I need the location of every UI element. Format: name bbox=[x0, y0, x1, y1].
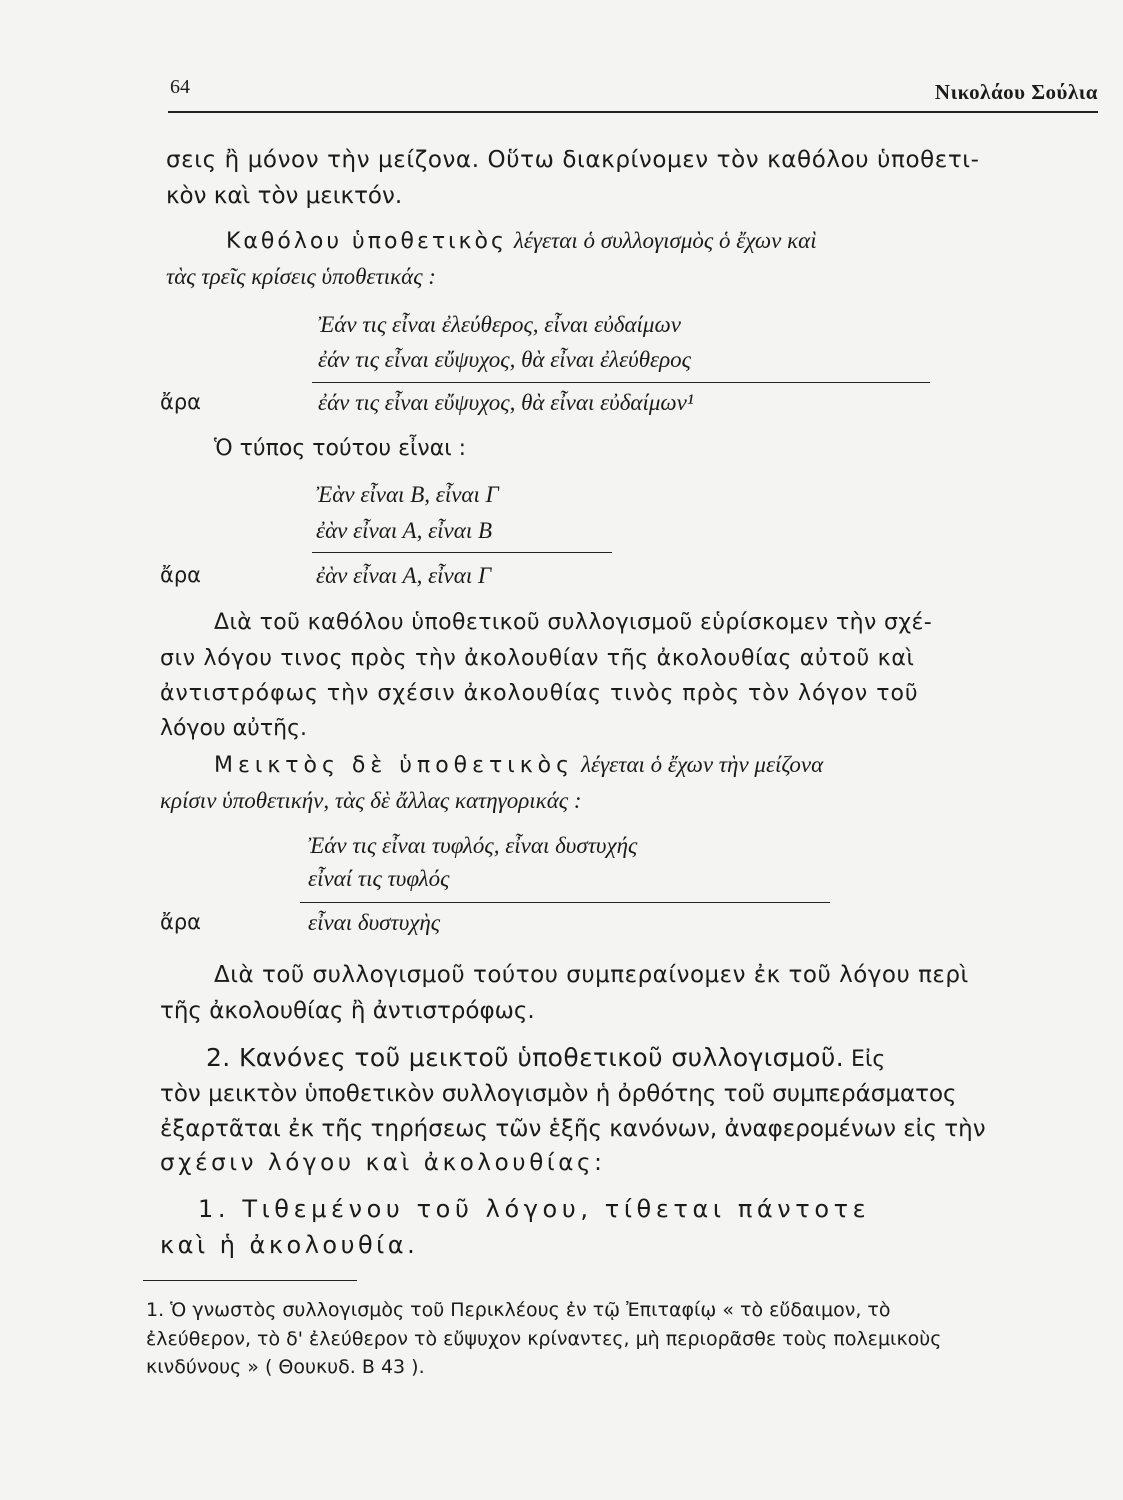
rule1-line2: καὶ ἡ ἀκολουθία. bbox=[160, 1231, 419, 1259]
syllogism2-premise2: ἐὰν εἶναι Α, εἶναι Β bbox=[316, 518, 493, 543]
term-mixed-hypothetical: Μεικτὸς δὲ ὑποθετικὸς bbox=[214, 753, 575, 778]
syllogism3-conclusion: εἶναι δυστυχὴς bbox=[308, 910, 441, 935]
definition-universal bbox=[226, 228, 817, 254]
footnote-rule bbox=[143, 1280, 357, 1281]
syllogism1-premise2: ἐάν τις εἶναι εὔψυχος, θὰ εἶναι ἐλεύθερος bbox=[318, 347, 691, 372]
section2-line4: σχέσιν λόγου καὶ ἀκολουθίας: bbox=[160, 1150, 606, 1176]
page-number: 64 bbox=[170, 76, 190, 98]
rule1-line1: 1. Τιθεμένου τοῦ λόγου, τίθεται πάντοτε bbox=[198, 1195, 871, 1223]
syllogism1-conclusion: ἐάν τις εἶναι εὔψυχος, θὰ εἶναι εὐδαίμων¹ bbox=[318, 390, 694, 415]
syllogism2-premise1: Ἐὰν εἶναι Β, εἶναι Γ bbox=[316, 482, 499, 507]
para2-line3: ἀντιστρόφως τὴν σχέσιν ἀκολουθίας τινὸς πρὸς τὸν λόγον τοῦ bbox=[160, 681, 919, 706]
section2-heading: 2. Κανόνες τοῦ μεικτοῦ ὑποθετικοῦ συλλογισμοῦ. bbox=[206, 1043, 845, 1072]
definition-universal-rest: λέγεται ὁ συλλογισμὸς ὁ ἔχων καὶ bbox=[513, 228, 817, 253]
running-head-author: Νικολάου Σούλια bbox=[934, 80, 1098, 104]
section2-line1 bbox=[206, 1043, 885, 1072]
section2-line3: ἐξαρτᾶται ἐκ τῆς τηρήσεως τῶν ἑξῆς κανόνων, ἀναφερομένων εἰς τὴν bbox=[160, 1116, 986, 1142]
syllogism3-premise2: εἶναί τις τυφλός bbox=[308, 866, 450, 891]
syllogism3-ara: ἄρα bbox=[160, 910, 202, 934]
footnote-line1: 1. Ὁ γνωστὸς συλλογισμὸς τοῦ Περικλέους ἐν τῷ Ἐπιταφίῳ « τὸ εὔδαιμον, τὸ bbox=[146, 1299, 891, 1321]
para3-line1: Διὰ τοῦ συλλογισμοῦ τούτου συμπεραίνομεν ἐκ τοῦ λόγου περὶ bbox=[214, 962, 969, 988]
section2-line1-rest: Εἰς bbox=[851, 1047, 886, 1072]
syllogism2-ara: ἄρα bbox=[160, 563, 202, 587]
syllogism3-premise1: Ἐάν τις εἶναι τυφλός, εἶναι δυστυχής bbox=[308, 833, 638, 858]
para3-line2: τῆς ἀκολουθίας ἢ ἀντιστρόφως. bbox=[160, 998, 535, 1024]
para1-line2: κὸν καὶ τὸν μεικτόν. bbox=[166, 183, 403, 209]
header-rule bbox=[168, 111, 1098, 113]
syllogism2-rule bbox=[312, 552, 612, 553]
footnote-line2: ἐλεύθερον, τὸ δ' ἐλεύθερον τὸ εὔψυχον κρίναντες, μὴ περιορᾶσθε τοὺς πολεμικοὺς bbox=[146, 1328, 942, 1350]
definition-mixed bbox=[214, 752, 823, 778]
syllogism1-rule bbox=[312, 382, 930, 383]
syllogism2-conclusion: ἐὰν εἶναι Α, εἶναι Γ bbox=[316, 563, 492, 588]
syllogism1-premise1: Ἐάν τις εἶναι ἐλεύθερος, εἶναι εὐδαίμων bbox=[318, 312, 681, 337]
para2-line4: λόγου αὐτῆς. bbox=[160, 716, 308, 741]
para2-line1: Διὰ τοῦ καθόλου ὑποθετικοῦ συλλογισμοῦ εὑρίσκομεν τὴν σχέ- bbox=[214, 610, 933, 635]
definition-universal-line2: τὰς τρεῖς κρίσεις ὑποθετικάς : bbox=[166, 264, 436, 289]
term-universal-hypothetical: Καθόλου ὑποθετικὸς bbox=[226, 229, 507, 254]
section2-line2: τὸν μεικτὸν ὑποθετικὸν συλλογισμὸν ἡ ὀρθότης τοῦ συμπεράσματος bbox=[160, 1081, 957, 1107]
form-label: Ὁ τύπος τούτου εἶναι : bbox=[214, 436, 467, 461]
para2-line2: σιν λόγου τινος πρὸς τὴν ἀκολουθίαν τῆς ἀκολουθίας αὐτοῦ καὶ bbox=[160, 646, 915, 671]
para1-line1: σεις ἢ μόνον τὴν μείζονα. Οὕτω διακρίνομεν τὸν καθόλου ὑποθετι- bbox=[166, 147, 980, 173]
definition-mixed-line2: κρίσιν ὑποθετικήν, τὰς δὲ ἄλλας κατηγορικάς : bbox=[160, 788, 582, 813]
syllogism1-ara: ἄρα bbox=[160, 390, 202, 414]
syllogism3-rule bbox=[300, 902, 830, 903]
definition-mixed-rest: λέγεται ὁ ἔχων τὴν μείζονα bbox=[581, 752, 824, 777]
footnote-line3: κινδύνους » ( Θουκυδ. Β 43 ). bbox=[146, 1356, 425, 1378]
